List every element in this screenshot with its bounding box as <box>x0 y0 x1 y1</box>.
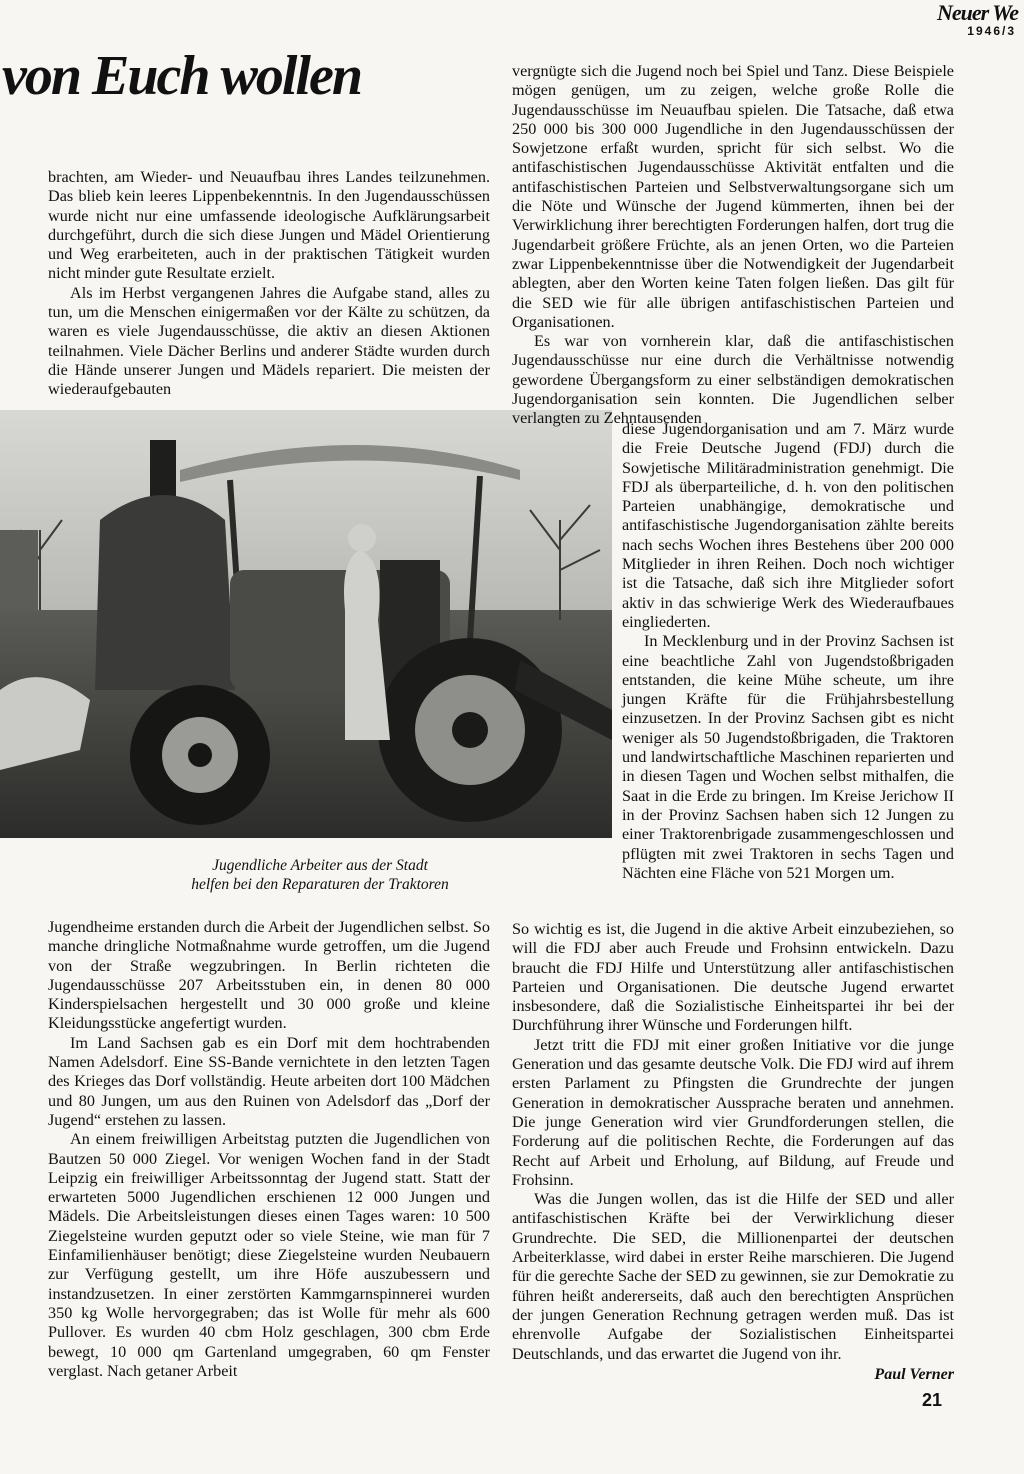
article-column-left-bottom <box>48 918 490 1381</box>
caption-line: helfen bei den Reparaturen der Traktoren <box>191 876 449 893</box>
paragraph: Als im Herbst vergangenen Jahres die Aufgabe stand, alles zu tun, um die Menschen einigermaßen vor der Kälte zu schützen, da waren es viele Jugendausschüsse, die aktiv an diesen Aktionen teilnahmen. Viele Dächer Berlins und anderer Städte wurden durch die Hände unserer Jungen und Mädels repariert. Die meisten der wiederaufgebauten <box>48 283 490 399</box>
paragraph: Was die Jungen wollen, das ist die Hilfe der SED und aller antifaschistischen Kräfte bei der Verwirklichung dieser Grundrechte. Die SED, die Millionenpartei der deutschen Arbeiterklasse, wird dabei in erster Reihe marschieren. Die Jugend für die gerechte Sache der SED zu gewinnen, sie zur Demokratie zu führen heißt andererseits, daß auch den berechtigten Ansprüchen der jungen Generation Rechnung getragen werden muß. Das ist ehrenvolle Aufgabe der Sozialistischen Einheitspartei Deutschlands, und das erwartet die Jugend von ihr. <box>512 1190 954 1363</box>
tractor-photo-illustration <box>0 410 612 838</box>
paragraph: Im Land Sachsen gab es ein Dorf mit dem hochtrabenden Namen Adelsdorf. Eine SS-Bande vernichtete in den letzten Tagen des Krieges das Dorf vollständig. Heute arbeiten dort 100 Mädchen und 80 Jungen, um aus den Ruinen von Adelsdorf das „Dorf der Jugend“ erstehen zu lassen. <box>48 1033 490 1129</box>
paragraph: Jetzt tritt die FDJ mit einer großen Initiative vor die junge Generation und das gesamte deutsche Volk. Die FDJ wird auf ihrem ersten Parlament zu Pfingsten die Grundrechte der jungen Generation in demokratischer Aussprache beraten und annehmen. Die junge Generation wird vier Grundforderungen stellen, die Forderung auf die politischen Rechte, die Forderungen auf das Recht auf Arbeit und Erholung, auf Bildung, auf Freude und Frohsinn. <box>512 1035 954 1189</box>
article-column-left-top <box>48 168 490 400</box>
article-column-right-narrow <box>622 420 954 883</box>
author-signature: Paul Verner <box>874 1365 954 1383</box>
paragraph: An einem freiwilligen Arbeitstag putzten die Jugendlichen von Bautzen 50 000 Ziegel. Vor wenigen Wochen fand in der Stadt Leipzig ein freiwilliger Arbeitssonntag der Jugend statt. Statt der erwarteten 5000 Jugendlichen erschienen 12 000 Jungen und Mädels. Die Arbeitsleistungen dieses einen Tages waren: 10 500 Ziegelsteine wurden geputzt oder so viele Steine, wie man für 7 Einfamilienhäuser benötigt; diese Ziegelsteine wurden Neubauern zur Verfügung gestellt, um ihre Höfe auszubessern und instandzusetzen. In einer zerstörten Kammgarnspinnerei wurden 350 kg Wolle hervorgegraben; das ist Wolle für mehr als 600 Pullover. Es wurden 40 cbm Holz geschlagen, 300 cbm Erde bewegt, 10 000 qm Gartenland umgegraben, 60 qm Fenster verglast. Nach getaner Arbeit <box>48 1130 490 1380</box>
paragraph: brachten, am Wieder- und Neuaufbau ihres Landes teilzunehmen. Das blieb kein leeres Lippenbekenntnis. In den Jugendausschüssen wurde nicht nur eine umfassende ideologische Aufklärungsarbeit durchgeführt, durch die sich diese Jungen und Mädel Orientierung und Weg erarbeiteten, auch in der praktischen Tätigkeit wurden nicht minder gute Resultate erzielt. <box>48 168 490 283</box>
page-number: 21 <box>921 1390 942 1410</box>
article-column-right-bottom <box>512 920 954 1384</box>
paragraph: So wichtig es ist, die Jugend in die aktive Arbeit einzubeziehen, so will die FDJ aber auch Freude und Frohsinn entwickeln. Dazu braucht die FDJ Hilfe und Unterstützung aller antifaschistischen Parteien und Organisationen. Die deutsche Jugend erwartet insbesondere, daß die Sozialistische Einheitspartei ihr bei der Durchführung ihrer Wünsche und Forderungen hilft. <box>512 920 954 1035</box>
paragraph: Jugendheime erstanden durch die Arbeit der Jugendlichen selbst. So manche dringliche Notmaßnahme wurde getroffen, um die Jugend von der Straße wegzubringen. In Berlin richteten die Jugendausschüsse 207 Arbeitsstuben ein, in denen 80 000 Kinderspielsachen hergestellt und 30 000 große und kleine Kleidungsstücke angefertigt wurden. <box>48 918 490 1033</box>
paragraph: In Mecklenburg und in der Provinz Sachsen ist eine beachtliche Zahl von Jugendstoßbrigaden entstanden, die keine Mühe scheute, um ihre jungen Kräfte für die Frühjahrsbestellung einzusetzen. In der Provinz Sachsen gibt es nicht weniger als 50 Jugendstoßbrigaden, die Traktoren und landwirtschaftliche Maschinen reparierten und in diesen Tagen und Wochen selbst mithalfen, die Saat in die Erde zu bringen. Im Kreise Jerichow II in der Provinz Sachsen haben sich 12 Jungen zu einer Traktorenbrigade zusammengeschlossen und pflügten mit zwei Traktoren in sechs Tagen und Nächten eine Fläche von 521 Morgen um. <box>622 632 954 882</box>
article-column-right-top <box>512 62 954 429</box>
masthead: Neuer We <box>936 0 1018 25</box>
paragraph: diese Jugendorganisation und am 7. März wurde die Freie Deutsche Jugend (FDJ) durch die Sowjetische Militäradministration genehmigt. Die FDJ als überparteiliche, d. h. von den politischen Parteien unabhängige, demokratische und antifaschistische Jugendorganisation zählte bereits nach sechs Wochen ihres Bestehens über 200 000 Mitglieder in ihren Reihen. Doch noch wichtiger ist die Tatsache, daß sich ihre Mitglieder sofort aktiv in das schwierige Werk des Wiederaufbaues eingliederten. <box>622 420 954 631</box>
tractor-photo <box>0 410 612 838</box>
issue-number: 1946/3 <box>967 24 1016 38</box>
photo-caption <box>120 856 520 894</box>
paragraph: vergnügte sich die Jugend noch bei Spiel und Tanz. Diese Beispiele mögen genügen, um zu zeigen, welche große Rolle die Jugendausschüsse im Neuaufbau spielen. Die Tatsache, daß etwa 250 000 bis 300 000 Jugendliche in den Jugendausschüssen der Sowjetzone erfaßt wurden, spricht für sich selbst. Wo die antifaschistischen Jugendausschüsse Aktivität entfalten und die antifaschistischen Parteien und Selbstverwaltungsorgane sich um die Nöte und Wünsche der Jugend kümmerten, ihnen bei der Verwirklichung ihrer berechtigten Forderungen halfen, dort trug die Jugendarbeit größere Früchte, als an jenen Orten, wo die Parteien zwar Lippenbekenntnisse über die Notwendigkeit der Jugendarbeit ablegten, aber den Worten keine Taten folgen ließen. Das gilt für die SED wie für alle übrigen antifaschistischen Parteien und Organisationen. <box>512 62 954 331</box>
paragraph: Es war von vornherein klar, daß die antifaschistischen Jugendausschüsse nur eine durch die Verhältnisse notwendig gewordene Übergangsform zu einer selbständigen demokratischen Jugendorganisation sein konnten. Die Jugendlichen selber verlangten zu Zehntausenden <box>512 332 954 428</box>
headline: von Euch wollen <box>2 45 361 107</box>
caption-line: Jugendliche Arbeiter aus der Stadt <box>212 857 428 874</box>
